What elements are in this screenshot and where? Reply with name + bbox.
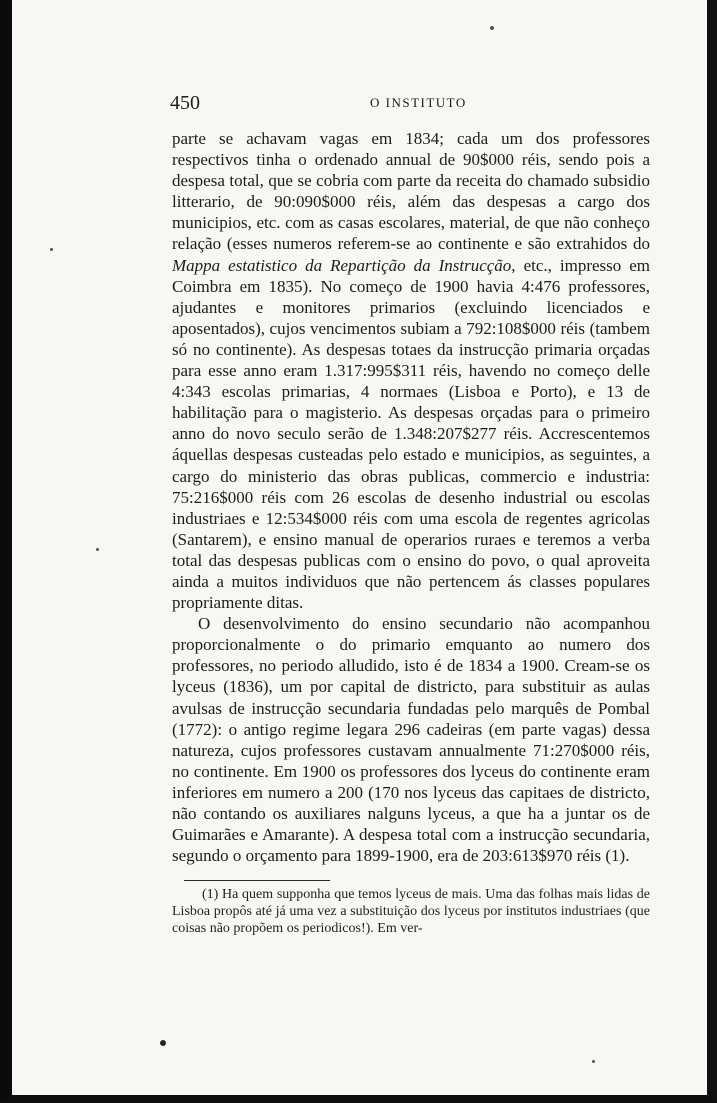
dust-speck bbox=[490, 26, 494, 30]
footnote: (1) Ha quem supponha que temos lyceus de mais. Uma das folhas mais lidas de Lisboa propôs até já uma vez a substituição dos lyceus por institutos industriaes (que coisas não propõem os periodicos!). Em ver- bbox=[172, 887, 650, 936]
paragraph: O desenvolvimento do ensino secundario não acompanhou proporcionalmente o do primario emquanto ao numero dos professores, no periodo alludido, isto é de 1834 a 1900. Cream-se os lyceus (1836), um por capital de districto, para substituir as aulas avulsas de instrucção secundaria fundadas pelo marquês de Pombal (1772): o antigo regime legara 296 cadeiras (em parte vagas) dessa natureza, cujos professores custavam annualmente 71:270$000 réis, no continente. Em 1900 os professores dos lyceus do continente eram inferiores em numero a 200 (170 nos lyceus das capitaes de districto, não contando os auxiliares nalguns lyceus, a que ha a juntar os de Guimarães e Amarante). A despesa total com a instrucção secundaria, segundo o orçamento para 1899-1900, era de 203:613$970 réis (1). bbox=[172, 614, 650, 866]
running-head: O INSTITUTO bbox=[370, 95, 467, 110]
dust-speck bbox=[50, 248, 53, 251]
paragraph bbox=[172, 128, 650, 613]
page-header bbox=[170, 92, 650, 114]
dust-speck bbox=[592, 1060, 595, 1063]
paragraph-text: etc., impresso em Coimbra em 1835). No começo de 1900 havia 4:476 professores, ajudantes e monitores primarios (excluindo licenciados e aposentados), cujos vencimentos subiam a 792:108$000 réis (tambem só no continente). As despesas totaes da instrucção primaria orçadas para esse anno eram 1.317:995$311 réis, havendo no começo delle 4:343 escolas primarias, 4 normaes (Lisboa e Porto), e 13 de habilitação para o magisterio. As despesas orçadas para o primeiro anno do novo seculo serão de 1.348:207$277 réis. Accrescentemos áquellas despesas custeadas pelo estado e municipios, as seguintes, a cargo do ministerio das obras publicas, commercio e industria: 75:216$000 réis com 26 escolas de desenho industrial ou escolas industriaes e 12:534$000 réis com uma escola de regentes agricolas (Santarem), e ensino manual de operarios ruraes e teremos a verba total das despesas publicas com o ensino do povo, o qual aproveita ainda a muitos individuos que não pertencem ás classes populares propriamente ditas. bbox=[172, 255, 651, 613]
paragraph-text: parte se achavam vagas em 1834; cada um dos professores respectivos tinha o ordenado annual de 90$000 réis, sendo pois a despesa total, que se cobria com parte da receita do chamado subsidio litterario, de 90:090$000 réis, além das despesas a cargo dos municipios, etc. com as casas escolares, material, de que não conheço relação (esses numeros referem-se ao continente e são extrahidos do bbox=[172, 129, 650, 254]
dust-speck bbox=[96, 548, 99, 551]
page-number: 450 bbox=[170, 92, 200, 114]
footnote-divider bbox=[184, 880, 330, 881]
publication-title: Mappa estatistico da Repartição da Instrucção, bbox=[172, 255, 516, 275]
dust-speck bbox=[160, 1040, 166, 1046]
body-text bbox=[172, 128, 650, 866]
